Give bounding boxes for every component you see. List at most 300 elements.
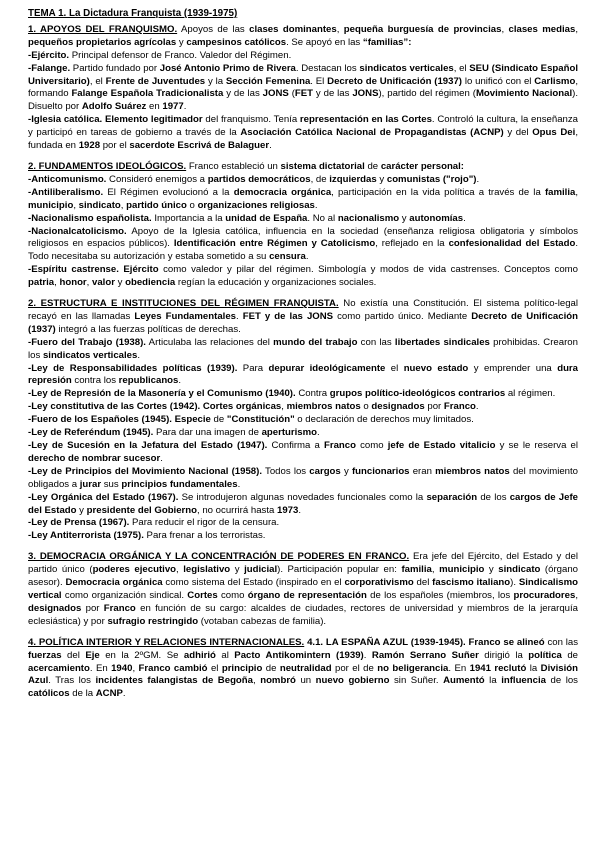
text: sin Suñer. [389, 675, 444, 687]
bold-text: Aumentó [443, 675, 485, 687]
bold-text: patria [28, 277, 55, 289]
paragraph [28, 187, 578, 213]
text: . [475, 401, 479, 413]
bold-text: familia [401, 564, 432, 576]
text: Contra [295, 388, 330, 400]
bold-text: honor [59, 277, 87, 289]
paragraph [28, 401, 578, 414]
text: . Controló la cultura, la enseñanza y participó en tareas de gobierno a través de la [28, 114, 579, 139]
bold-text: familia [544, 186, 576, 198]
bold-text: representación en las Cortes [299, 114, 432, 126]
bold-text: democracia orgánica [233, 186, 332, 198]
text: Era jefe del Ejército, del Estado y del partido único ( [28, 551, 578, 576]
text: , [253, 675, 261, 687]
text: No existía una Constitución. El sistema político-legal recayó en las llamadas [28, 298, 578, 322]
paragraph [28, 440, 578, 466]
text: con las [357, 336, 395, 348]
bold-text: Identificación entre Régimen y Catolicismo [173, 238, 376, 250]
paragraph [28, 551, 578, 628]
text: al [215, 649, 235, 661]
bold-text: 4.1. LA ESPAÑA AZUL (1939-1945). Franco se alineó [307, 636, 545, 648]
bold-text: -Antiliberalismo. [28, 186, 104, 198]
bold-text: -Nacionalismo españolista. [28, 212, 152, 224]
bold-text: 1977 [162, 101, 184, 113]
text: y [230, 564, 245, 576]
text: . En [448, 662, 470, 674]
bold-text: no beligerancia [377, 662, 449, 674]
bold-text: -Fuero del Trabajo (1938). [28, 336, 146, 348]
text: (votaban cabezas de familia). [198, 615, 327, 627]
bold-text: cargos de Jefe del Estado [28, 491, 578, 516]
bold-text: separación [426, 491, 478, 503]
text: en [146, 101, 163, 113]
bold-text: Frente de Juventudes [105, 75, 206, 87]
bold-text: carácter personal: [380, 160, 464, 172]
bold-text: -Falange. [28, 62, 71, 74]
section-heading: 1. APOYOS DEL FRANQUISMO. [28, 23, 178, 35]
bold-text: influencia [501, 675, 546, 687]
text: del franquismo. Tenía [202, 114, 300, 126]
text: Partido fundado por [70, 62, 160, 74]
bold-text: sindicato [78, 199, 121, 211]
text: de los españoles (miembros, los [366, 589, 514, 601]
text: . Todo necesitaba su autorización y estaba sometido a su [28, 238, 578, 263]
paragraph [28, 427, 578, 440]
bold-text: -Fuero de los Españoles (1945). Especie [28, 414, 211, 426]
bold-text: ACNP [95, 688, 123, 700]
paragraph [28, 388, 578, 401]
paragraph [28, 161, 578, 174]
text: Se introdujeron algunas novedades funcionales como la [178, 491, 427, 503]
text: como partido único. Mediante [333, 310, 472, 322]
bold-text: FET y de las JONS [242, 310, 334, 322]
bold-text: nombró [260, 675, 296, 687]
text: , reflejado en la [375, 238, 449, 250]
bold-text: Carlismo [534, 75, 576, 87]
bold-text: legislativo [183, 564, 231, 576]
paragraph [28, 466, 578, 492]
bold-text: Asociación Católica Nacional de Propagandistas (ACNP) [240, 127, 504, 139]
paragraph [28, 213, 578, 226]
bold-text: principios fundamentales [121, 478, 238, 490]
bold-text: fuerzas [28, 649, 62, 661]
text: Franco estableció un [188, 160, 281, 172]
bold-text: SEU (Sindicato Español Universitario) [28, 62, 579, 87]
bold-text: presidente del Gobierno [86, 504, 198, 516]
text: Para dar una imagen de [153, 427, 262, 439]
bold-text: -Ejército. [28, 49, 70, 61]
bold-text: Democracia orgánica [65, 577, 163, 589]
text: . El [310, 75, 328, 87]
text: , [132, 662, 139, 674]
bold-text: jurar [79, 478, 102, 490]
text: , [73, 199, 79, 211]
text: la [484, 675, 502, 687]
text: , [431, 564, 440, 576]
bold-text: izquierdas [329, 173, 377, 185]
text: ( [288, 88, 295, 100]
text: de [561, 649, 579, 661]
bold-text: Ramón Serrano Suñer [371, 649, 479, 661]
text: de [364, 160, 381, 172]
bold-text: judicial [244, 564, 278, 576]
text: en la 2ºGM. Se [99, 649, 184, 661]
text: como sistema del Estado (inspirado en el [162, 577, 345, 589]
text: , el [453, 62, 470, 74]
text: como [217, 589, 248, 601]
text: . Tras los [48, 675, 96, 687]
bold-text: 1941 reclutó [469, 662, 527, 674]
text: Confirma a [267, 440, 324, 451]
document-title: TEMA 1. La Dictadura Franquista (1939-1975) [28, 8, 238, 19]
text: (órgano asesor). [28, 564, 579, 589]
text: de los [545, 675, 578, 687]
paragraph [28, 174, 578, 187]
text: . Destacan los [295, 62, 360, 74]
text: Para frenar a los terroristas. [143, 530, 266, 542]
text: ). Participación popular en: [277, 564, 402, 576]
paragraph [28, 24, 578, 50]
section-heading: 2. ESTRUCTURA E INSTITUCIONES DEL RÉGIMEN FRANQUISTA. [28, 298, 339, 310]
bold-text: grupos político-ideológicos contrarios [329, 388, 506, 400]
text: por el de [331, 662, 378, 674]
bold-text: JONS [262, 88, 289, 100]
text: . [363, 649, 372, 661]
bold-text: Leyes Fundamentales [134, 310, 236, 322]
bold-text: acercamiento [28, 662, 90, 674]
text: y [484, 564, 499, 576]
bold-text: campesinos católicos [186, 36, 287, 48]
section-heading: 2. FUNDAMENTOS IDEOLÓGICOS. [28, 160, 187, 172]
bold-text: censura [269, 251, 306, 263]
bold-text: unidad de España [225, 212, 308, 224]
bold-text: neutralidad [279, 662, 332, 674]
text: del [61, 649, 86, 661]
bold-text: -Ley de Referéndum (1945). [28, 427, 154, 439]
text: del movimiento obligados a [28, 465, 579, 490]
bold-text: 1940 [111, 662, 133, 674]
bold-text: incidentes falangistas de Begoña [95, 675, 253, 687]
bold-text: -Ley de Sucesión en la Jefatura del Estado (1947). [28, 440, 268, 451]
bold-text: -Iglesia católica. Elemento legitimador [28, 114, 203, 126]
text: . [463, 212, 466, 224]
text: , [336, 23, 344, 35]
bold-text: partido único [126, 199, 187, 211]
text: el [385, 362, 404, 374]
text: Para [237, 362, 269, 374]
text: integró a las fuerzas políticas de derechas. [55, 323, 241, 335]
bold-text: Falange Española Tradicionalista [71, 88, 224, 100]
text: , participación en la vida política a través de la [331, 186, 545, 198]
text: . [305, 251, 309, 263]
text: , [575, 186, 579, 198]
paragraph [28, 298, 578, 337]
text: y [399, 212, 410, 224]
document-body [28, 24, 578, 701]
bold-text: fascismo italiano [432, 577, 511, 589]
text: , de [310, 173, 330, 185]
bold-text: política [528, 649, 562, 661]
bold-text: confesionalidad del Estado [448, 238, 576, 250]
bold-text: Movimiento Nacional [475, 88, 573, 100]
bold-text: miembros natos [435, 465, 510, 477]
text: Todos los [262, 465, 310, 477]
text: . Se apoyó en las [286, 36, 363, 48]
bold-text: Decreto de Unificación (1937) [28, 310, 578, 335]
bold-text: Adolfo Suárez [81, 101, 147, 113]
paragraph [28, 63, 578, 115]
bold-text: Franco [103, 602, 136, 614]
text: y [76, 504, 87, 516]
paragraph [28, 363, 578, 389]
text: y de las [313, 88, 353, 100]
text: como valedor y pilar del régimen. Simbología y modos de vida castrenses. Conceptos como [158, 264, 578, 276]
text: . [137, 349, 140, 361]
bold-text: sindicatos verticales [42, 349, 138, 361]
text: en función de su cargo: alcaldes de ciudades, rectores de universidad y miembros de la jerarquía eclesiástica) y por [28, 602, 578, 627]
bold-text: católicos [28, 688, 70, 700]
section-1 [28, 24, 578, 153]
text: . [269, 140, 272, 152]
bold-text: sindicato [498, 564, 541, 576]
text: Principal defensor de Franco. Valedor del Régimen. [69, 49, 292, 61]
bold-text: designados [28, 602, 82, 614]
bold-text: pequeños propietarios agrícolas [28, 36, 177, 48]
bold-text: -Ley de Prensa (1967). [28, 517, 130, 529]
text: . [178, 375, 182, 387]
section-5 [28, 637, 578, 702]
bold-text: -Ley de Principios del Movimiento Nacional (1958). [28, 465, 263, 477]
section-heading: 4. POLÍTICA INTERIOR Y RELACIONES INTERNACIONALES. [28, 636, 305, 648]
bold-text: nacionalismo [337, 212, 400, 224]
text: prohibidas. Crearon los [28, 336, 578, 361]
bold-text: FET [294, 88, 314, 100]
bold-text: -Ley Orgánica del Estado (1967). [28, 491, 179, 503]
bold-text: -Ley de Responsabilidades políticas (1939). [28, 362, 238, 374]
text: al régimen. [505, 388, 556, 400]
text: regían la educación y organizaciones sociales. [175, 277, 377, 289]
bold-text: Franco cambió [138, 662, 208, 674]
bold-text: libertades sindicales [394, 336, 490, 348]
bold-text: poderes ejecutivo [92, 564, 177, 576]
text: , [501, 23, 509, 35]
text: de los [477, 491, 510, 503]
text: de [210, 414, 227, 426]
bold-text: Pacto Antikomintern (1939) [234, 649, 364, 661]
bold-text: aperturismo [261, 427, 318, 439]
paragraph [28, 414, 578, 427]
bold-text: sistema dictatorial [280, 160, 365, 172]
text: y la [205, 75, 226, 87]
bold-text: principio [221, 662, 263, 674]
text: , fundada en [28, 127, 578, 152]
text: el [207, 662, 222, 674]
text: y [114, 277, 126, 289]
bold-text: nuevo gobierno [315, 675, 390, 687]
text: o [186, 199, 198, 211]
text: . [183, 101, 187, 113]
bold-text: procuradores [513, 589, 576, 601]
text: dirigió la [478, 649, 529, 661]
bold-text: 1928 [78, 140, 101, 152]
text: ), partido del régimen ( [378, 88, 476, 100]
paragraph [28, 226, 578, 265]
text: , formando [28, 75, 578, 100]
bold-text: Eje [85, 649, 100, 661]
bold-text: miembros natos [286, 401, 361, 413]
section-2 [28, 161, 578, 290]
text: y de las [223, 88, 263, 100]
bold-text: republicanos [118, 375, 179, 387]
bold-text: comunistas ("rojo") [386, 173, 477, 185]
bold-text: Opus Dei [532, 127, 576, 139]
bold-text: Franco [443, 401, 476, 413]
paragraph [28, 114, 578, 153]
text: , [575, 23, 578, 35]
text: la [526, 662, 541, 674]
bold-text: clases medias [508, 23, 576, 35]
bold-text: -Anticomunismo. [28, 173, 107, 185]
bold-text: -Espíritu castrense. Ejército [28, 264, 159, 276]
text: Apoyos de las [181, 23, 250, 35]
text: como organización sindical. [61, 589, 188, 601]
text: sus [101, 478, 122, 490]
text: Importancia a la [151, 212, 226, 224]
bold-text: JONS [352, 88, 379, 100]
section-heading: 3. DEMOCRACIA ORGÁNICA Y LA CONCENTRACIÓN DE PODERES EN FRANCO. [28, 551, 410, 563]
paragraph [28, 337, 578, 363]
text: , [176, 564, 184, 576]
text: . No al [307, 212, 338, 224]
bold-text: sindicatos verticales [359, 62, 454, 74]
bold-text: -Ley constitutiva de las Cortes (1942). Cortes orgánicas [28, 401, 282, 413]
bold-text: autonomías [409, 212, 464, 224]
bold-text: municipio [439, 564, 485, 576]
text: lo unificó con el [462, 75, 535, 87]
text: y emprender una [468, 362, 558, 374]
text: . [476, 173, 480, 185]
section-4 [28, 551, 578, 628]
bold-text: nuevo estado [403, 362, 469, 374]
bold-text: clases dominantes [249, 23, 337, 35]
bold-text: cargos [309, 465, 341, 477]
bold-text: -Nacionalcatolicismo. [28, 225, 127, 237]
text: . En [89, 662, 112, 674]
bold-text: Franco [323, 440, 356, 451]
text: un [295, 675, 316, 687]
bold-text: designados [371, 401, 425, 413]
bold-text: José Antonio Primo de Rivera [159, 62, 296, 74]
section-3 [28, 298, 578, 543]
bold-text: Cortes [187, 589, 218, 601]
text: , no ocurrirá hasta [197, 504, 278, 516]
text: , [54, 277, 60, 289]
bold-text: municipio [28, 199, 74, 211]
bold-text: obediencia [125, 277, 176, 289]
bold-text: -Ley de Represión de la Masonería y el Comunismo (1940). [28, 388, 296, 400]
bold-text: Sección Femenina [225, 75, 311, 87]
text: Apoyo de la Iglesia católica, influencia en la sociedad (enseñanza religiosa obligatoria y símbolos religiosos en espacios públicos). [28, 225, 578, 250]
text: , el [89, 75, 106, 87]
text: por el [100, 140, 130, 152]
text: de la [69, 688, 96, 700]
text: y [340, 465, 352, 477]
bold-text: dura represión [28, 362, 578, 387]
text: ). [510, 577, 519, 589]
text: . [237, 478, 241, 490]
bold-text: partidos democráticos [207, 173, 311, 185]
paragraph [28, 264, 578, 290]
text: . [314, 199, 318, 211]
text: . [122, 688, 126, 700]
bold-text: “familias”: [362, 36, 412, 48]
text: , [281, 401, 287, 413]
bold-text: Decreto de Unificación (1937) [327, 75, 462, 87]
bold-text: División Azul [28, 662, 578, 687]
bold-text: Sindicalismo vertical [28, 577, 578, 601]
text: . [160, 452, 163, 464]
bold-text: mundo del trabajo [273, 336, 358, 348]
text: por [424, 401, 444, 413]
bold-text: organizaciones religiosas [197, 199, 315, 211]
paragraph [28, 492, 578, 518]
paragraph [28, 530, 578, 543]
text: o declaración de derechos muy limitados. [294, 414, 474, 426]
text: , [120, 199, 127, 211]
paragraph [28, 637, 578, 702]
text: como [355, 440, 388, 451]
text: Para reducir el rigor de la censura. [129, 517, 280, 529]
text: . [317, 427, 320, 439]
bold-text: órgano de representación [247, 589, 367, 601]
document-page [28, 8, 578, 709]
bold-text: -Ley Antiterrorista (1975). [28, 530, 144, 542]
text: de [262, 662, 280, 674]
bold-text: sacerdote Escrivá de Balaguer [129, 140, 270, 152]
text: y del [503, 127, 533, 139]
text: y se le reserva el [495, 440, 578, 451]
text: o [360, 401, 372, 413]
text: y [176, 36, 187, 48]
bold-text: corporativismo [344, 577, 414, 589]
bold-text: funcionarios [351, 465, 410, 477]
paragraph [28, 50, 578, 63]
text: ). Disuelto por [28, 88, 578, 113]
bold-text: adhirió [183, 649, 216, 661]
bold-text: depurar ideológicamente [268, 362, 386, 374]
bold-text: "Constitución" [226, 414, 295, 426]
text: , [575, 589, 578, 601]
bold-text: derecho de nombrar sucesor [28, 452, 161, 464]
text: , [86, 277, 93, 289]
text: . [298, 504, 302, 516]
text: Articulaba las relaciones del [145, 336, 274, 348]
text: . [236, 310, 243, 322]
text: por [81, 602, 104, 614]
bold-text: 1973 [277, 504, 299, 516]
paragraph [28, 517, 578, 530]
bold-text: pequeña burguesía de provincias [343, 23, 502, 35]
text: con las [544, 636, 579, 648]
text: del [413, 577, 433, 589]
text: Consideró enemigos a [106, 173, 208, 185]
text: contra los [71, 375, 119, 387]
text: eran [409, 465, 436, 477]
bold-text: jefe de Estado vitalicio [387, 440, 496, 451]
bold-text: valor [92, 277, 115, 289]
text: y [376, 173, 387, 185]
bold-text: sufragio restringido [107, 615, 199, 627]
